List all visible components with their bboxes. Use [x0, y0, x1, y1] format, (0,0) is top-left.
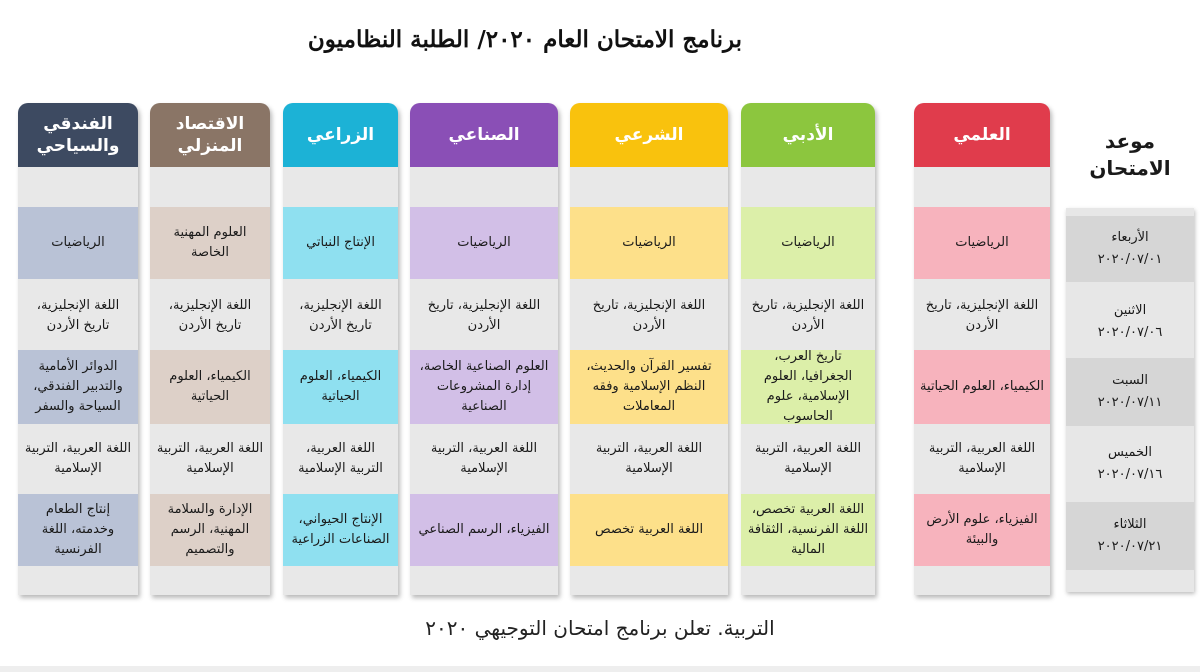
- stream-column-scientific: [914, 103, 1050, 595]
- date-value: ٢٠٢٠/٠٧/٠١: [1097, 252, 1163, 267]
- subject-cell: اللغة العربية، التربية الإسلامية: [595, 440, 703, 476]
- stream-column-agricultural: [283, 103, 398, 595]
- stream-header: الشرعي: [570, 103, 728, 167]
- stream-body: [283, 167, 398, 595]
- subject-cell: الرياضيات: [570, 207, 728, 279]
- date-day: الأربعاء: [1111, 229, 1149, 245]
- stream-body: [410, 167, 558, 595]
- page-title: برنامج الامتحان العام ٢٠٢٠/ الطلبة النظاميون: [307, 26, 743, 53]
- subject-cell: اللغة العربية تخصص، اللغة الفرنسية، الثقافة المالية: [741, 494, 875, 566]
- subject-cell: الرياضيات: [18, 207, 138, 279]
- stream-header: الاقتصاد المنزلي: [150, 103, 270, 167]
- subject-cell: الرياضيات: [741, 207, 875, 279]
- subject-cell: الرياضيات: [914, 207, 1050, 279]
- subject-cell: الإنتاج النباتي: [283, 207, 398, 279]
- subject-cell: اللغة العربية، التربية الإسلامية: [928, 440, 1036, 476]
- subject-cell: اللغة العربية، التربية الإسلامية: [156, 440, 264, 476]
- subject-cell: الكيمياء، العلوم الحياتية: [150, 350, 270, 424]
- stream-header: الأدبي: [741, 103, 875, 167]
- subject-cell: تفسير القرآن والحديث، النظم الإسلامية وفقه المعاملات: [570, 350, 728, 424]
- exam-date-column: [1066, 208, 1194, 592]
- subject-cell: اللغة العربية تخصص: [570, 494, 728, 566]
- subject-cell: اللغة العربية، التربية الإسلامية: [754, 440, 862, 476]
- subject-cell: الإنتاج الحيواني، الصناعات الزراعية: [283, 494, 398, 566]
- subject-cell: الفيزياء، الرسم الصناعي: [410, 494, 558, 566]
- subject-cell: إنتاج الطعام وخدمته، اللغة الفرنسية: [18, 494, 138, 566]
- subject-cell: اللغة الإنجليزية، تاريخ الأردن: [751, 297, 865, 333]
- subject-cell: اللغة الإنجليزية، تاريخ الأردن: [299, 297, 382, 333]
- subject-cell: اللغة الإنجليزية، تاريخ الأردن: [168, 297, 252, 333]
- subject-cell: اللغة العربية، التربية الإسلامية: [24, 440, 132, 476]
- subject-cell: الكيمياء، العلوم الحياتية: [914, 350, 1050, 424]
- subject-cell: العلوم المهنية الخاصة: [150, 207, 270, 279]
- date-value: ٢٠٢٠/٠٧/١١: [1097, 395, 1163, 410]
- stream-column-home-economics: [150, 103, 270, 595]
- subject-cell: تاريخ العرب، الجغرافيا، العلوم الإسلامية، علوم الحاسوب: [741, 350, 875, 424]
- date-day: الخميس: [1108, 444, 1152, 460]
- date-row: [1066, 430, 1194, 498]
- stream-column-hospitality-tourism: [18, 103, 138, 595]
- stream-body: [18, 167, 138, 595]
- date-row: [1066, 216, 1194, 282]
- exam-date-header: موعد الامتحان: [1089, 129, 1171, 180]
- stream-column-industrial: [410, 103, 558, 595]
- subject-cell: اللغة الإنجليزية، تاريخ الأردن: [592, 297, 706, 333]
- image-caption: التربية. تعلن برنامج امتحان التوجيهي ٢٠٢٠: [425, 616, 775, 640]
- subject-cell: الإدارة والسلامة المهنية، الرسم والتصميم: [150, 494, 270, 566]
- bottom-strip: [0, 666, 1200, 672]
- stream-body: [914, 167, 1050, 595]
- subject-cell: اللغة الإنجليزية، تاريخ الأردن: [925, 297, 1039, 333]
- subject-cell: الكيمياء، العلوم الحياتية: [283, 350, 398, 424]
- subject-cell: اللغة العربية، التربية الإسلامية: [298, 440, 383, 476]
- stream-header: الزراعي: [283, 103, 398, 167]
- stream-header: العلمي: [914, 103, 1050, 167]
- date-day: السبت: [1112, 372, 1148, 388]
- subject-cell: اللغة الإنجليزية، تاريخ الأردن: [36, 297, 120, 333]
- stream-header: الفندقي والسياحي: [18, 103, 138, 167]
- stream-body: [741, 167, 875, 595]
- date-row: [1066, 358, 1194, 426]
- date-value: ٢٠٢٠/٠٧/٢١: [1097, 539, 1163, 554]
- stream-header: الصناعي: [410, 103, 558, 167]
- stream-column-literary: [741, 103, 875, 595]
- date-value: ٢٠٢٠/٠٧/٠٦: [1097, 325, 1163, 340]
- date-day: الثلاثاء: [1113, 516, 1147, 532]
- subject-cell: الدوائر الأمامية والتدبير الفندقي، السياحة والسفر: [18, 350, 138, 424]
- stream-body: [150, 167, 270, 595]
- subject-cell: اللغة العربية، التربية الإسلامية: [430, 440, 538, 476]
- date-row: [1066, 288, 1194, 356]
- stream-body: [570, 167, 728, 595]
- date-day: الاثنين: [1113, 302, 1147, 318]
- date-value: ٢٠٢٠/٠٧/١٦: [1097, 467, 1163, 482]
- subject-cell: الرياضيات: [410, 207, 558, 279]
- date-row: [1066, 502, 1194, 570]
- subject-cell: اللغة الإنجليزية، تاريخ الأردن: [427, 297, 541, 333]
- stream-column-sharia: [570, 103, 728, 595]
- subject-cell: العلوم الصناعية الخاصة، إدارة المشروعات الصناعية: [410, 350, 558, 424]
- subject-cell: الفيزياء، علوم الأرض والبيئة: [914, 494, 1050, 566]
